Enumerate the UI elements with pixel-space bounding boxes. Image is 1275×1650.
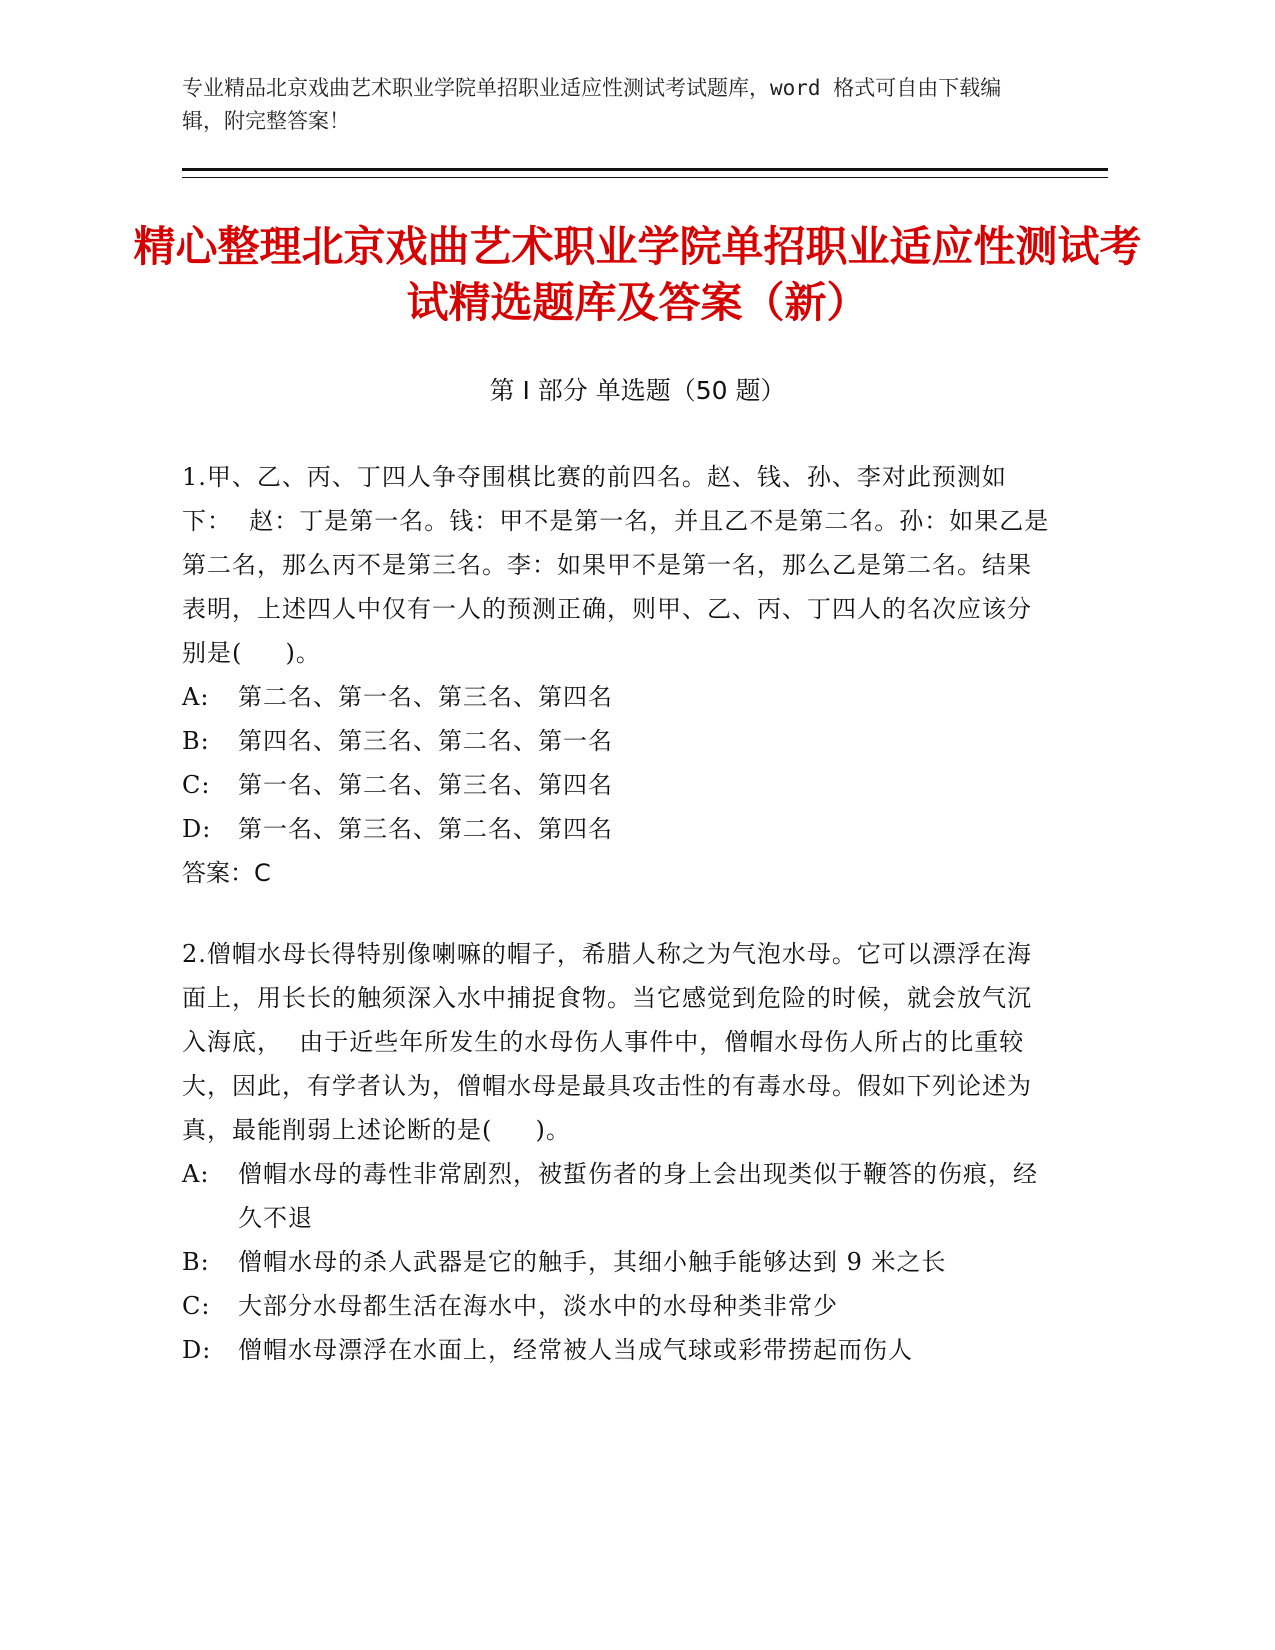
question-stem: 2.僧帽水母长得特别像喇嘛的帽子，希腊人称之为气泡水母。它可以漂浮在海 面上，用长长的触须深入水中捕捉食物。当它感觉到危险的时候，就会放气沉入海底， 由于近些年所发生的水母伤人事件中，僧帽水母伤人所占的比重较大，因此，有学者认为，僧帽水母是最具攻击性的有毒水母。假如下列论述为真，最能削弱上述论断的是( )。 (182, 940, 1050, 1144)
option-letter: D: (182, 815, 212, 843)
answer-line: 答案：C (182, 859, 271, 887)
option-c (182, 763, 1052, 807)
section-heading: 第 I 部分 单选题（50 题） (489, 376, 786, 405)
document-title: 精心整理北京戏曲艺术职业学院单招职业适应性测试考试精选题库及答案（新） (133, 222, 1142, 327)
option-b (182, 1240, 1052, 1284)
option-letter: D: (182, 1336, 212, 1364)
option-text: 大部分水母都生活在海水中，淡水中的水母种类非常少 (238, 1292, 838, 1320)
option-letter: B: (182, 1248, 210, 1276)
question-stem: 1.甲、乙、丙、丁四人争夺围棋比赛的前四名。赵、钱、孙、李对此预测如下： 赵：丁是第一名。钱：甲不是第一名，并且乙不是第二名。孙：如果乙是第二名，那么丙不是第三名。李：如果甲不是第一名，那么乙是第二名。结果表明，上述四人中仅有一人的预测正确，则甲、乙、丙、丁四人的名次应该分别是( )。 (182, 463, 1050, 667)
option-text: 第四名、第三名、第二名、第一名 (238, 727, 613, 755)
option-text: 僧帽水母漂浮在水面上，经常被人当成气球或彩带捞起而伤人 (238, 1336, 913, 1364)
header-divider-thin (182, 177, 1108, 178)
option-letter: C: (182, 771, 211, 799)
option-a (182, 675, 1052, 719)
option-letter: B: (182, 727, 210, 755)
option-c (182, 1284, 1052, 1328)
option-letter: C: (182, 1292, 211, 1320)
option-text: 僧帽水母的毒性非常剧烈，被蜇伤者的身上会出现类似于鞭答的伤痕，经久不退 (238, 1160, 1038, 1232)
option-b (182, 719, 1052, 763)
option-text: 第一名、第二名、第三名、第四名 (238, 771, 613, 799)
option-d (182, 807, 1052, 851)
option-text: 第二名、第一名、第三名、第四名 (238, 683, 613, 711)
option-letter: A: (182, 683, 210, 711)
option-d (182, 1328, 1052, 1372)
option-a (182, 1152, 1052, 1240)
option-letter: A: (182, 1160, 210, 1188)
question-1 (182, 455, 1052, 895)
header-note: 专业精品北京戏曲艺术职业学院单招职业适应性测试考试题库，word 格式可自由下载编辑，附完整答案！ (182, 76, 1002, 133)
option-text: 第一名、第三名、第二名、第四名 (238, 815, 613, 843)
header-divider-thick (182, 168, 1108, 171)
option-text: 僧帽水母的杀人武器是它的触手，其细小触手能够达到 9 米之长 (238, 1248, 947, 1276)
question-2 (182, 932, 1052, 1372)
